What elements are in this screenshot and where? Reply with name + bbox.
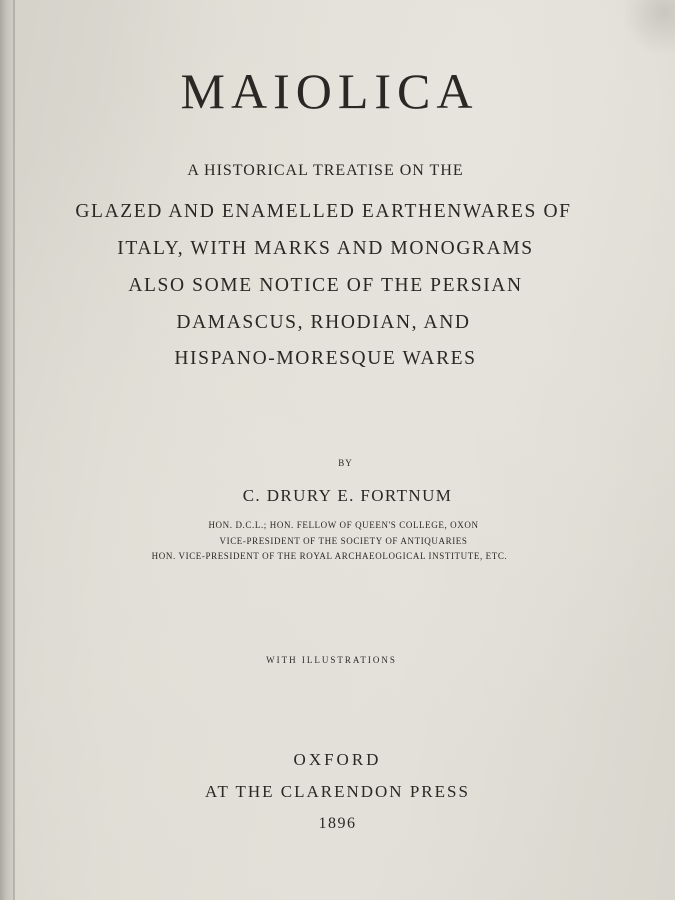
imprint-year: 1896 [318,815,357,832]
description-line-4: DAMASCUS, RHODIAN, AND [176,312,471,333]
author-credential-2: VICE-PRESIDENT OF THE SOCIETY OF ANTIQUARIES [219,536,468,546]
author-credential-3: HON. VICE-PRESIDENT OF THE ROYAL ARCHAEOLOGICAL INSTITUTE, ETC. [151,551,508,561]
description-line-1: GLAZED AND ENAMELLED EARTHENWARES OF [75,201,572,222]
description-line-3: ALSO SOME NOTICE OF THE PERSIAN [128,275,523,296]
book-title: MAIOLICA [180,63,479,119]
author-credential-1: HON. D.C.L.; HON. FELLOW OF QUEEN'S COLLEGE, OXON [208,520,479,530]
imprint-place: OXFORD [293,750,382,769]
illustrations-note: WITH ILLUSTRATIONS [266,655,397,665]
description-line-5: HISPANO-MORESQUE WARES [174,348,477,369]
description-line-2: ITALY, WITH MARKS AND MONOGRAMS [117,238,534,259]
imprint-press: AT THE CLARENDON PRESS [205,782,470,801]
blind-emboss-mark [625,0,675,60]
book-subtitle: A HISTORICAL TREATISE ON THE [187,162,464,179]
author-name: C. DRURY E. FORTNUM [242,486,453,505]
by-label: BY [338,458,353,468]
